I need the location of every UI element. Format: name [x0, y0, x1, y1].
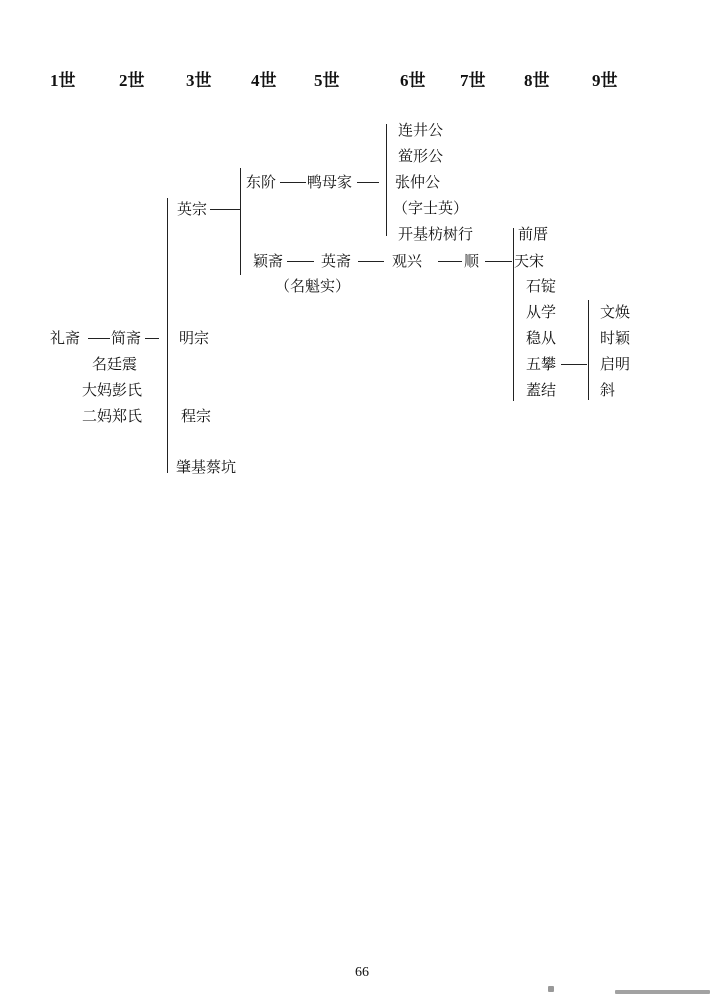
- connector-root-gen2: [88, 338, 110, 339]
- gen6-houxing-gong: 鲎形公: [398, 147, 444, 165]
- scan-smudge: [615, 990, 710, 994]
- gen5-yingzhai: 英斋: [321, 252, 352, 270]
- gen9-wenhuan: 文焕: [600, 303, 631, 321]
- gen9-bracket: [588, 300, 589, 400]
- generation-header-8: 8世: [524, 71, 550, 90]
- wife-first: 大妈彭氏: [82, 381, 143, 399]
- gen2-ancestor: 简斋: [111, 329, 142, 347]
- gen6-zhangzhong-gong: 张仲公: [395, 173, 441, 191]
- wife-second: 二妈郑氏: [82, 407, 143, 425]
- gen9-shiying: 时颖: [600, 329, 631, 347]
- connector-wupan-gen9: [561, 364, 587, 365]
- gen5-yamujia: 鸭母家: [307, 173, 353, 191]
- gen6-guanxing: 观兴: [392, 252, 423, 270]
- gen5-yingzhai-note: （名魁实）: [275, 277, 351, 295]
- gen3-yingzong: 英宗: [177, 200, 208, 218]
- gen4-bracket: [240, 168, 241, 275]
- gen4-dongjie: 东阶: [246, 173, 277, 191]
- generation-header-1: 1世: [50, 71, 76, 90]
- generation-header-3: 3世: [186, 71, 212, 90]
- gen3-zhaoji-caikeng: 肇基蔡坑: [176, 458, 237, 476]
- gen3-chengzong: 程宗: [181, 407, 212, 425]
- gen9-qiming: 启明: [600, 355, 631, 373]
- generation-header-9: 9世: [592, 71, 618, 90]
- generation-header-2: 2世: [119, 71, 145, 90]
- gen8-congxue: 从学: [526, 303, 557, 321]
- gen8-tiansong: 天宋: [514, 252, 545, 270]
- gen8-qiancuo: 前厝: [518, 225, 549, 243]
- connector-yingzhai-guanxing: [358, 261, 384, 262]
- connector-gen2-gen3: [145, 338, 159, 339]
- gen6-lianjing-gong: 连井公: [398, 121, 444, 139]
- gen3-mingzong: 明宗: [179, 329, 210, 347]
- page-number: 66: [355, 965, 369, 980]
- gen6-zhangzhong-note: （字士英）: [393, 199, 469, 217]
- connector-yamujia-gen6: [357, 182, 379, 183]
- root-ancestor: 礼斋: [50, 329, 81, 347]
- gen3-bracket: [167, 198, 168, 473]
- gen6-kaiji-fangshuhang: 开基枋树行: [398, 225, 474, 243]
- scan-smudge-left: [548, 986, 554, 992]
- gen8-gaijie: 蓋结: [526, 381, 557, 399]
- connector-yingzhai-gen5: [287, 261, 314, 262]
- generation-header-6: 6世: [400, 71, 426, 90]
- connector-shun-gen8: [485, 261, 512, 262]
- gen8-wencong: 稳从: [526, 329, 557, 347]
- gen9-xie: 斜: [600, 381, 616, 399]
- connector-dongjie-gen5: [280, 182, 306, 183]
- generation-header-4: 4世: [251, 71, 277, 90]
- gen4-yingzhai: 颖斋: [253, 252, 284, 270]
- gen6-bracket: [386, 124, 387, 236]
- generation-header-5: 5世: [314, 71, 340, 90]
- gen2-note: 名廷震: [92, 355, 138, 373]
- connector-yingzong-gen4: [210, 209, 240, 210]
- gen8-shiding: 石锭: [526, 277, 557, 295]
- connector-guanxing-gen7: [438, 261, 462, 262]
- generation-header-7: 7世: [460, 71, 486, 90]
- gen8-wupan: 五攀: [526, 355, 557, 373]
- gen7-shun: 顺: [464, 252, 480, 270]
